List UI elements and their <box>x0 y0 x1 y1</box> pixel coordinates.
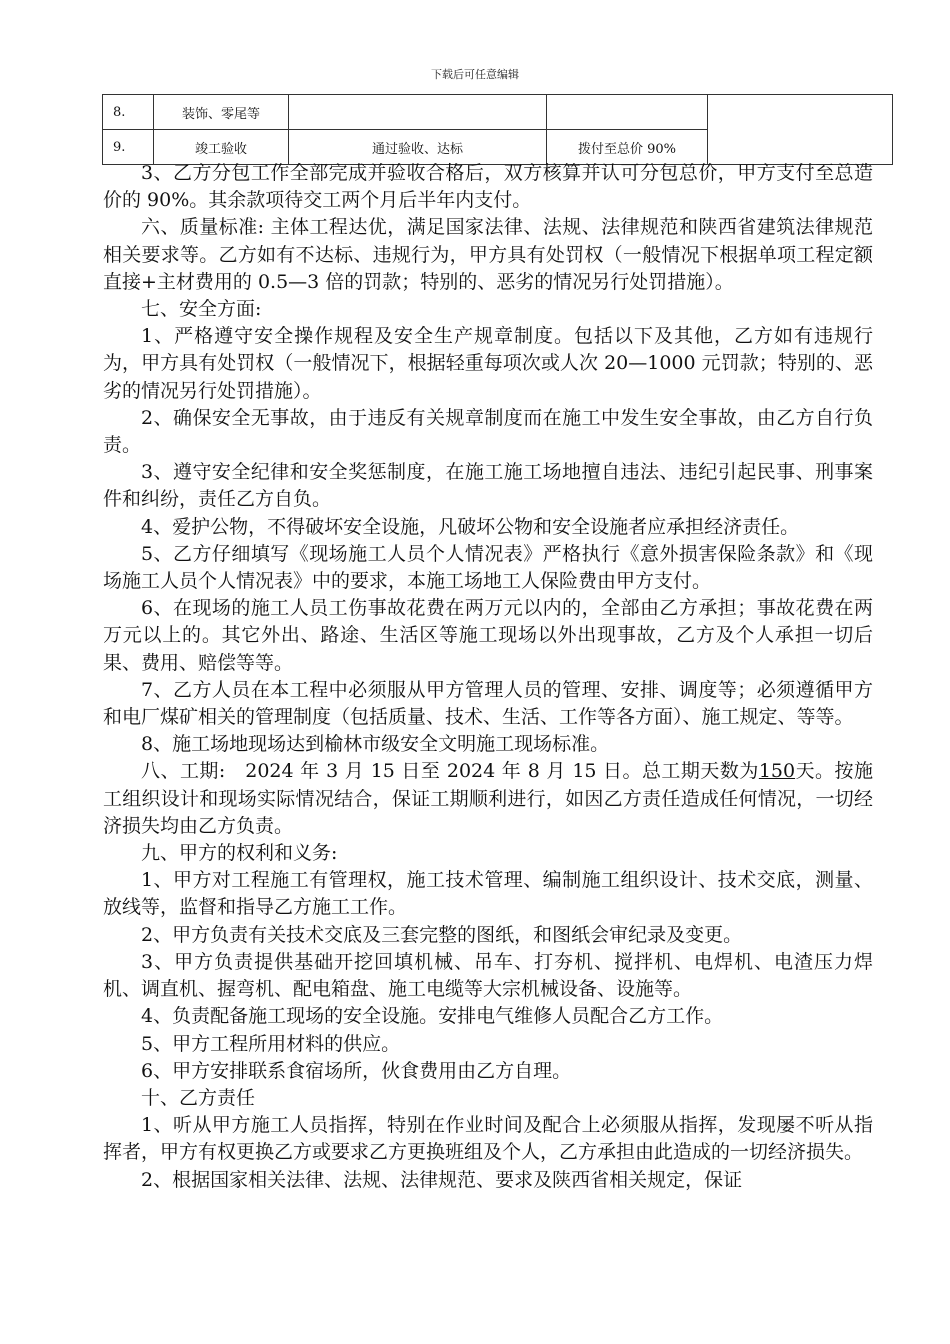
row-standard <box>289 95 547 130</box>
section-7-item-8: 8、施工场地现场达到榆林市级安全文明施工现场标准。 <box>141 733 610 756</box>
section-7-item-7: 7、乙方人员在本工程中必须服从甲方管理人员的管理、安排、调度等；必须遵循甲方和电厂煤矿相关的管理制度（包括质量、技术、生活、工作等各方面）、施工规定、等等。 <box>103 678 873 729</box>
payment-clause-3: 3、乙方分包工作全部完成并验收合格后，双方核算并认可分包总价，甲方支付至总造价的 90%。其余款项待交工两个月后半年内支付。 <box>103 162 873 212</box>
total-days: 150 <box>758 760 796 783</box>
section-7-item-6: 6、在现场的施工人员工伤事故花费在两万元以内的，全部由乙方承担；事故花费在两万元以上的。其它外出、路途、生活区等施工现场以外出现事故，乙方及个人承担一切后果、费用、赔偿等等。 <box>103 597 873 674</box>
section-10-heading: 十、乙方责任 <box>141 1086 256 1109</box>
section-6-quality: 六、质量标准: 主体工程达优，满足国家法律、法规、法律规范和陕西省建筑法律规范相关要求等。乙方如有不达标、违规行为，甲方具有处罚权（一般情况下根据单项工程定额直接+主材费用的 0.5—3 倍的罚款；特别的、恶劣的情况另行处罚措施）。 <box>103 216 873 293</box>
table-row <box>103 95 893 130</box>
page-header: 下载后可任意编辑 <box>431 68 519 81</box>
section-7-item-1: 1、严格遵守安全操作规程及安全生产规章制度。包括以下及其他，乙方如有违规行为，甲方具有处罚权（一般情况下，根据轻重每项次或人次 20—1000 元罚款；特别的、恶劣的情况另行处罚措施）。 <box>103 325 873 402</box>
section-9-item-4: 4、负责配备施工现场的安全设施。安排电气维修人员配合乙方工作。 <box>141 1005 724 1028</box>
section-10-item-2: 2、根据国家相关法律、法规、法律规范、要求及陕西省相关规定，保证 <box>141 1168 743 1191</box>
document-body <box>103 160 873 1194</box>
row-remark <box>708 95 893 165</box>
section-9-item-2: 2、甲方负责有关技术交底及三套完整的图纸，和图纸会审纪录及变更。 <box>141 923 743 946</box>
section-7-item-3: 3、遵守安全纪律和安全奖惩制度，在施工施工场地擅自违法、违纪引起民事、刑事案件和纠纷，责任乙方自负。 <box>103 461 873 511</box>
section-9-item-1: 1、甲方对工程施工有管理权，施工技术管理、编制施工组织设计、技术交底，测量、放线等，监督和指导乙方施工工作。 <box>103 869 873 919</box>
schedule-text-pre: 八、工期: 2024 年 3 月 15 日至 2024 年 8 月 15 日。总工期天数为 <box>141 760 759 783</box>
section-7-item-2: 2、确保安全无事故，由于违反有关规章制度而在施工中发生安全事故，由乙方自行负责。 <box>103 406 873 457</box>
section-9-heading: 九、甲方的权利和义务: <box>141 842 338 865</box>
row-payment: 拨付至总价 90% <box>547 130 708 165</box>
section-9-item-3: 3、甲方负责提供基础开挖回填机械、吊车、打夯机、搅拌机、电焊机、电渣压力焊机、调直机、握弯机、配电箱盘、施工电缆等大宗机械设备、设施等。 <box>103 950 873 1001</box>
section-7-item-5: 5、乙方仔细填写《现场施工人员个人情况表》严格执行《意外损害保险条款》和《现场施工人员个人情况表》中的要求，本施工场地工人保险费由甲方支付。 <box>103 542 873 593</box>
schedule-text-post: 天。按施工组织设计和现场实际情况结合，保证工期顺利进行，如因乙方责任造成任何情况，一切经济损失均由乙方负责。 <box>103 760 873 837</box>
row-payment <box>547 95 708 130</box>
row-item: 装饰、零尾等 <box>154 95 289 130</box>
section-9-item-6: 6、甲方安排联系食宿场所，伙食费用由乙方自理。 <box>141 1059 572 1082</box>
row-item: 竣工验收 <box>154 130 289 165</box>
row-number: 9. <box>103 130 154 165</box>
payment-table <box>102 94 893 165</box>
section-10-item-1: 1、听从甲方施工人员指挥，特别在作业时间及配合上必须服从指挥，发现屡不听从指挥者，甲方有权更换乙方或要求乙方更换班组及个人，乙方承担由此造成的一切经济损失。 <box>103 1114 873 1164</box>
section-9-item-5: 5、甲方工程所用材料的供应。 <box>141 1032 401 1055</box>
section-7-item-4: 4、爱护公物，不得破坏安全设施，凡破坏公物和安全设施者应承担经济责任。 <box>141 515 800 538</box>
row-number: 8. <box>103 95 154 130</box>
section-7-heading: 七、安全方面: <box>141 298 262 321</box>
row-standard: 通过验收、达标 <box>289 130 547 165</box>
section-8-schedule <box>103 758 873 840</box>
